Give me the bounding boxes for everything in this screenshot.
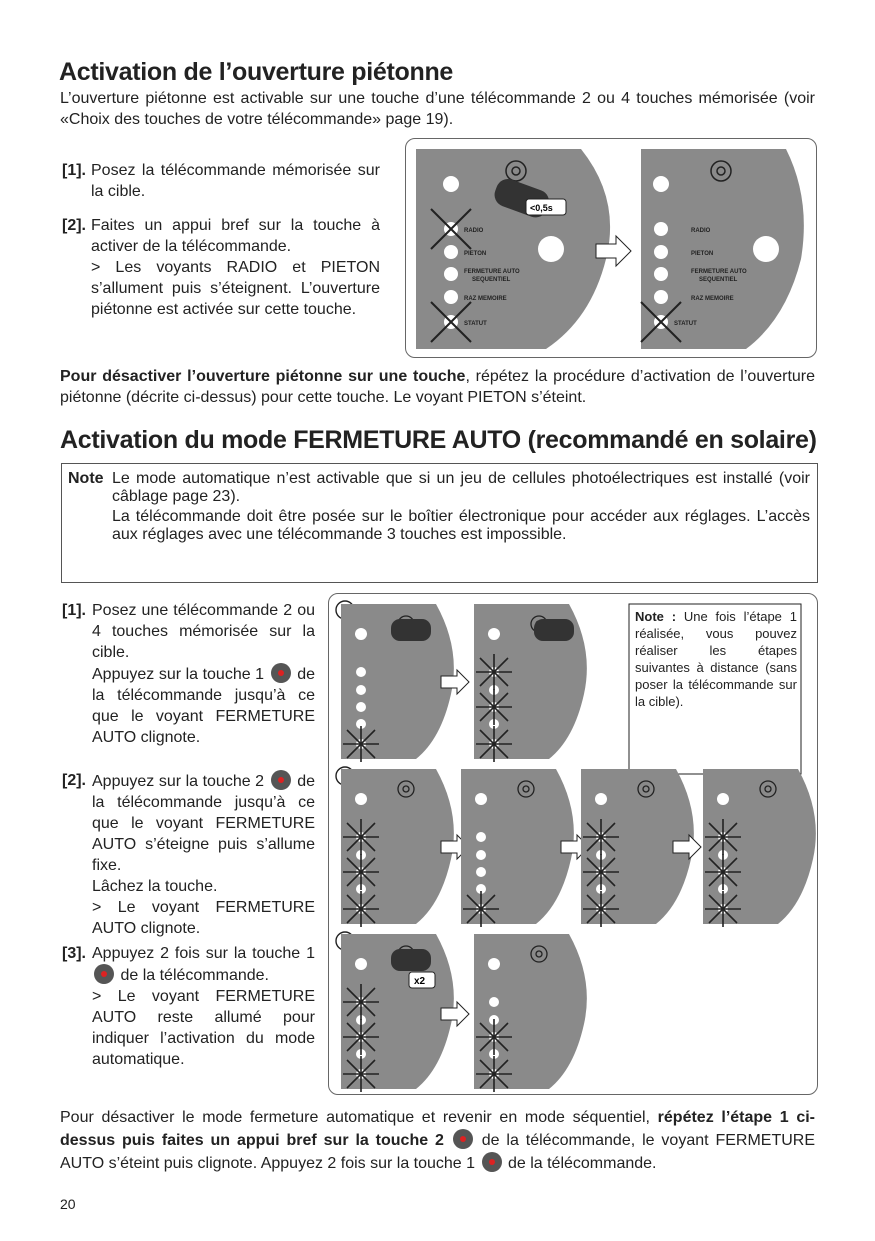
note-text-2: La télécommande doit être posée sur le boîtier électronique pour accéder aux réglages. L’accès aux réglages avec une télécommande 3 touches est impossible. <box>112 508 810 543</box>
step-text-b: > Le voyant FERMETURE AUTO reste allumé pour indiquer l’activation du mode automatique. <box>92 988 315 1068</box>
timer-label: <0,5s <box>530 203 553 213</box>
label-raz: RAZ MEMOIRE <box>464 296 507 302</box>
fermeture-step-2 <box>62 770 317 937</box>
deactivate-bold: Pour désactiver l’ouverture piétonne sur une touche <box>60 368 466 385</box>
step-number: [1]. <box>62 602 86 619</box>
step-text: Posez la télécommande mémorisée sur la cible. <box>91 162 380 200</box>
step-number: [3]. <box>62 945 86 962</box>
pieton-step-2 <box>62 215 380 330</box>
figure-note <box>635 608 797 710</box>
label-pieton: PIETON <box>464 251 487 257</box>
panel-after <box>641 149 804 349</box>
label-sequentiel: SEQUENTIEL <box>699 277 738 283</box>
label-statut: STATUT <box>674 321 697 327</box>
step-text-c: > Le voyant FERMETURE AUTO clignote. <box>92 899 315 937</box>
label-sequentiel: SEQUENTIEL <box>472 277 511 283</box>
label-fermeture: FERMETURE AUTO <box>464 269 520 275</box>
figure-fermeture <box>328 593 818 1095</box>
button-1-icon <box>482 1152 502 1172</box>
row-2 <box>336 767 816 927</box>
label-statut: STATUT <box>464 321 487 327</box>
label-raz: RAZ MEMOIRE <box>691 296 734 302</box>
label-radio: RADIO <box>691 228 711 234</box>
step-text: Appuyez 2 fois sur la touche 1 de la télécommande. <box>92 945 315 984</box>
step-number: [2]. <box>62 217 86 234</box>
section-title-fermeture: Activation du mode FERMETURE AUTO (recommandé en solaire) <box>60 426 817 454</box>
fermeture-step-3 <box>62 943 317 1083</box>
pieton-step-1 <box>62 160 380 202</box>
label-pieton: PIETON <box>691 251 714 257</box>
intro-pieton: L’ouverture piétonne est activable sur une touche d’une télécommande 2 ou 4 touches mémorisée (voir «Choix des touches de votre télécommande» page 19). <box>60 90 815 128</box>
closing-fermeture: Pour désactiver le mode fermeture automatique et revenir en mode séquentiel, répétez l’étape 1 ci-dessus puis faites un appui bref sur la touche 2 de la télécommande, le voyant FERMETURE AUTO s’éteint puis clignote. Appuyez 2 fois sur la touche 1 de la télécommande. <box>60 1109 816 1172</box>
step-text-b: Lâchez la touche. <box>92 878 218 895</box>
fermeture-step-1 <box>62 600 317 760</box>
label-fermeture: FERMETURE AUTO <box>691 269 747 275</box>
step-result: > Les voyants RADIO et PIETON s’allument puis s’éteignent. L’ouverture piétonne est activée sur cette touche. <box>91 259 380 318</box>
step-number: [1]. <box>62 162 86 179</box>
step-text: Appuyez sur la touche 2 de la télécommande jusqu’à ce que le voyant FERMETURE AUTO s’éteigne puis s’allume fixe. <box>92 770 315 876</box>
note-box <box>61 463 818 583</box>
figure-pieton <box>405 138 817 358</box>
figure-note-label: Note : <box>635 609 677 624</box>
step-text: Faites un appui bref sur la touche à activer de la télécommande. <box>91 217 380 255</box>
button-1-icon <box>94 964 114 984</box>
page-number: 20 <box>60 1196 76 1212</box>
figure-note-text: Une fois l’étape 1 réalisée, vous pouvez réaliser les étapes suivantes à distance (sans poser la télécommande sur la cible). <box>635 609 797 709</box>
step-number: [2]. <box>62 772 86 789</box>
step-text: Posez une télécommande 2 ou 4 touches mémorisée sur la cible. <box>92 602 315 661</box>
row-3 <box>336 932 587 1092</box>
deactivate-rest: , répétez la procédure d’activation de l’ouverture piétonne (décrite ci-dessus) pour cette touche. Le voyant PIETON s’éteint. <box>60 368 816 406</box>
deactivate-pieton <box>60 366 815 408</box>
figure-fermeture-drawing <box>329 594 817 1094</box>
note-text-1: Le mode automatique n’est activable que si un jeu de cellules photoélectriques est installé (voir câblage page 23). <box>112 470 810 505</box>
button-2-icon <box>271 770 291 790</box>
note-label: Note <box>68 470 104 487</box>
button-2-icon <box>453 1129 473 1149</box>
panel-before <box>416 149 610 349</box>
x2-label: x2 <box>414 976 426 987</box>
section-title-pieton: Activation de l’ouverture piétonne <box>59 58 454 86</box>
row-1 <box>336 601 587 762</box>
figure-pieton-drawing <box>406 139 816 357</box>
label-radio: RADIO <box>464 228 484 234</box>
step-text-b: Appuyez sur la touche 1 de la télécommande jusqu’à ce que le voyant FERMETURE AUTO clignote. <box>92 663 315 748</box>
button-1-icon <box>271 663 291 683</box>
